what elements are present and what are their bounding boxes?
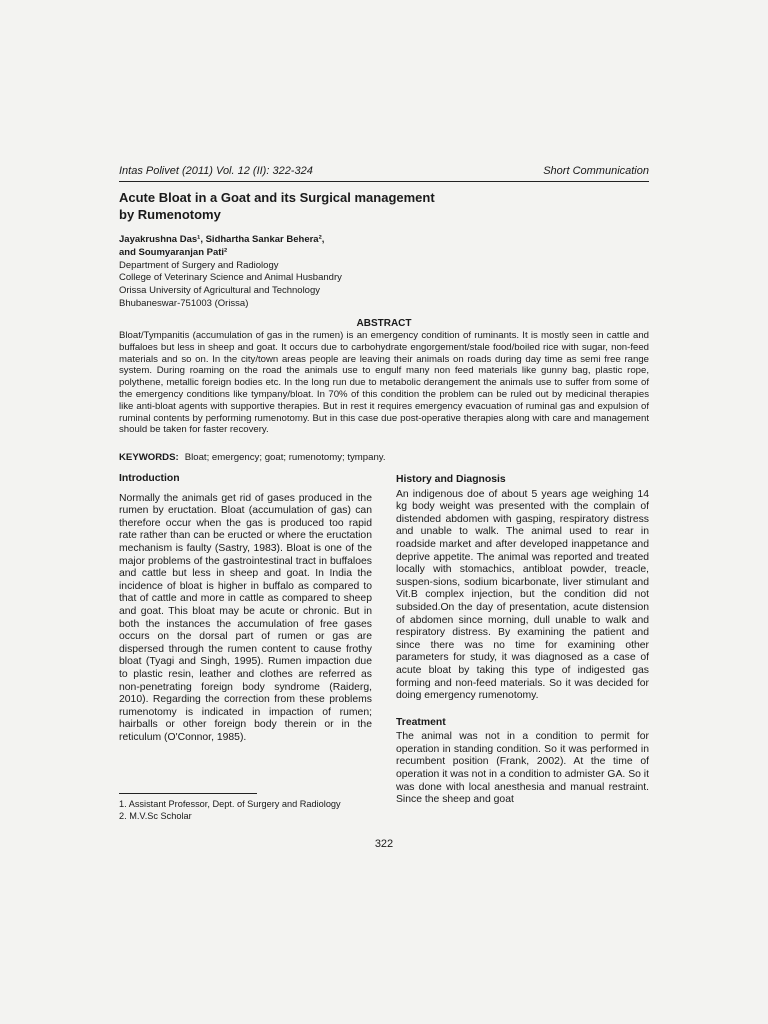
treatment-text: The animal was not in a condition to permit for operation in standing condition. So it was performed in recumbent position (Frank, 2002). At the time of operation it was not in a condition to admister GA. So it was done with local anesthesia and manual restraint. Since the sheep and goat	[396, 731, 649, 806]
affiliation-line: Bhubaneswar-751003 (Orissa)	[119, 297, 249, 309]
treatment-heading: Treatment	[396, 716, 446, 728]
footnote-item: 1. Assistant Professor, Dept. of Surgery and Radiology	[119, 799, 341, 809]
abstract-heading: ABSTRACT	[356, 318, 412, 329]
introduction-heading: Introduction	[119, 473, 180, 484]
left-column	[119, 473, 372, 744]
keywords-text: Bloat; emergency; goat; rumenotomy; tympany.	[184, 452, 386, 463]
article-title: Acute Bloat in a Goat and its Surgical management by Rumenotomy	[119, 190, 435, 222]
keywords	[119, 452, 649, 463]
right-column	[396, 474, 649, 807]
page-number: 322	[374, 838, 394, 850]
history-text: An indigenous doe of about 5 years age weighing 14 kg body weight was presented with the complain of distended abdomen with gasping, respiratory distress and unable to walk. The animal used to rear in roadside market and after developed inappetance and deprive appetite. The animal was reported and treated locally with stomachics, antibloat powder, treacle, suspen-sions, sodium bicarbonate, liver stimulant and Vit.B complex injection, but the condition did not subsided.On the day of presentation, acute distension of abdomen since morning, dull unable to walk and respiratory distress. By examining the patient and since there was no time for examining other parameters for study, it was diagnosed as a case of acute bloat by taking this type of indigested gas forming and non-feed materials. So it was decided for doing emergency rumenotomy.	[396, 488, 649, 702]
affiliation-line: College of Veterinary Science and Animal Husbandry	[119, 272, 342, 284]
footnotes	[119, 798, 379, 822]
author-names-line-2: and Soumyaranjan Pati²	[119, 246, 228, 258]
author-block	[119, 234, 539, 311]
introduction-text: Normally the animals get rid of gases produced in the rumen by eructation. Bloat (accumulation of gas) can therefore occur when the gas is produced too rapid rate rather than can be eructed or where the eructation mechanism is faulty (Sastry, 1983). Bloat is one of the major problems of the gastrointestinal tract in buffaloes and cattle but less in sheep and goat. In India the incidence of bloat is higher in buffalo as compared to that of cattle and more in cattle as compared to sheep and goat. This bloat may be acute or chronic. But in both the instances the accumulation of free gases occurs on the dorsal part of rumen or gas are dispersed through the rumen content to cause frothy bloat (Tyagi and Singh, 1995). Rumen impaction due to plastic resin, leather and clothes are referred as non-penetrating foreign body syndrome (Raiderg, 2010). Regarding the correction from these problems rumenotomy is indicated in impaction of rumen; hairballs or other foreign body therein or in the reticulum (O'Connor, 1985).	[119, 492, 372, 743]
keywords-label: KEYWORDS:	[119, 452, 179, 463]
affiliation-line: Orissa University of Agricultural and Technology	[119, 285, 321, 297]
author-names-line-1: Jayakrushna Das¹, Sidhartha Sankar Behera²,	[119, 234, 325, 245]
footnote-rule	[119, 793, 257, 794]
footnote-item: 2. M.V.Sc Scholar	[119, 811, 192, 821]
journal-citation: Intas Polivet (2011) Vol. 12 (II): 322-324	[119, 165, 313, 177]
history-heading: History and Diagnosis	[396, 474, 506, 485]
affiliation-line: Department of Surgery and Radiology	[119, 259, 279, 271]
article-type: Short Communication	[543, 165, 649, 177]
abstract-text: Bloat/Tympanitis (accumulation of gas in the rumen) is an emergency condition of ruminants. It is mostly seen in cattle and buffaloes but less in sheep and goat. It occurs due to carbohydrate engorgement/stale food/boiled rice with sugar, non-feed materials and so on. In the city/town areas people are leaving their animals on roads during day time as semi free range system. During roaming on the road the animals use to engulf many non feed materials like gunny bag, plastic rope, polythene, metallic foreign bodies etc. In the long run due to metabolic derangement the animals use to suffer from some of the emergency conditions like tympany/bloat. In 70% of this condition the problem can be ruled out by medicinal therapies like anti-bloat agents with supportive therapies. But in rest it requires emergency evacuation of ruminal gas and expulsion of ruminal contents by performing rumenotomy. But in this case due post-operative therapies along with care and management should be taken for faster recovery.	[119, 330, 649, 436]
running-header	[119, 165, 649, 182]
